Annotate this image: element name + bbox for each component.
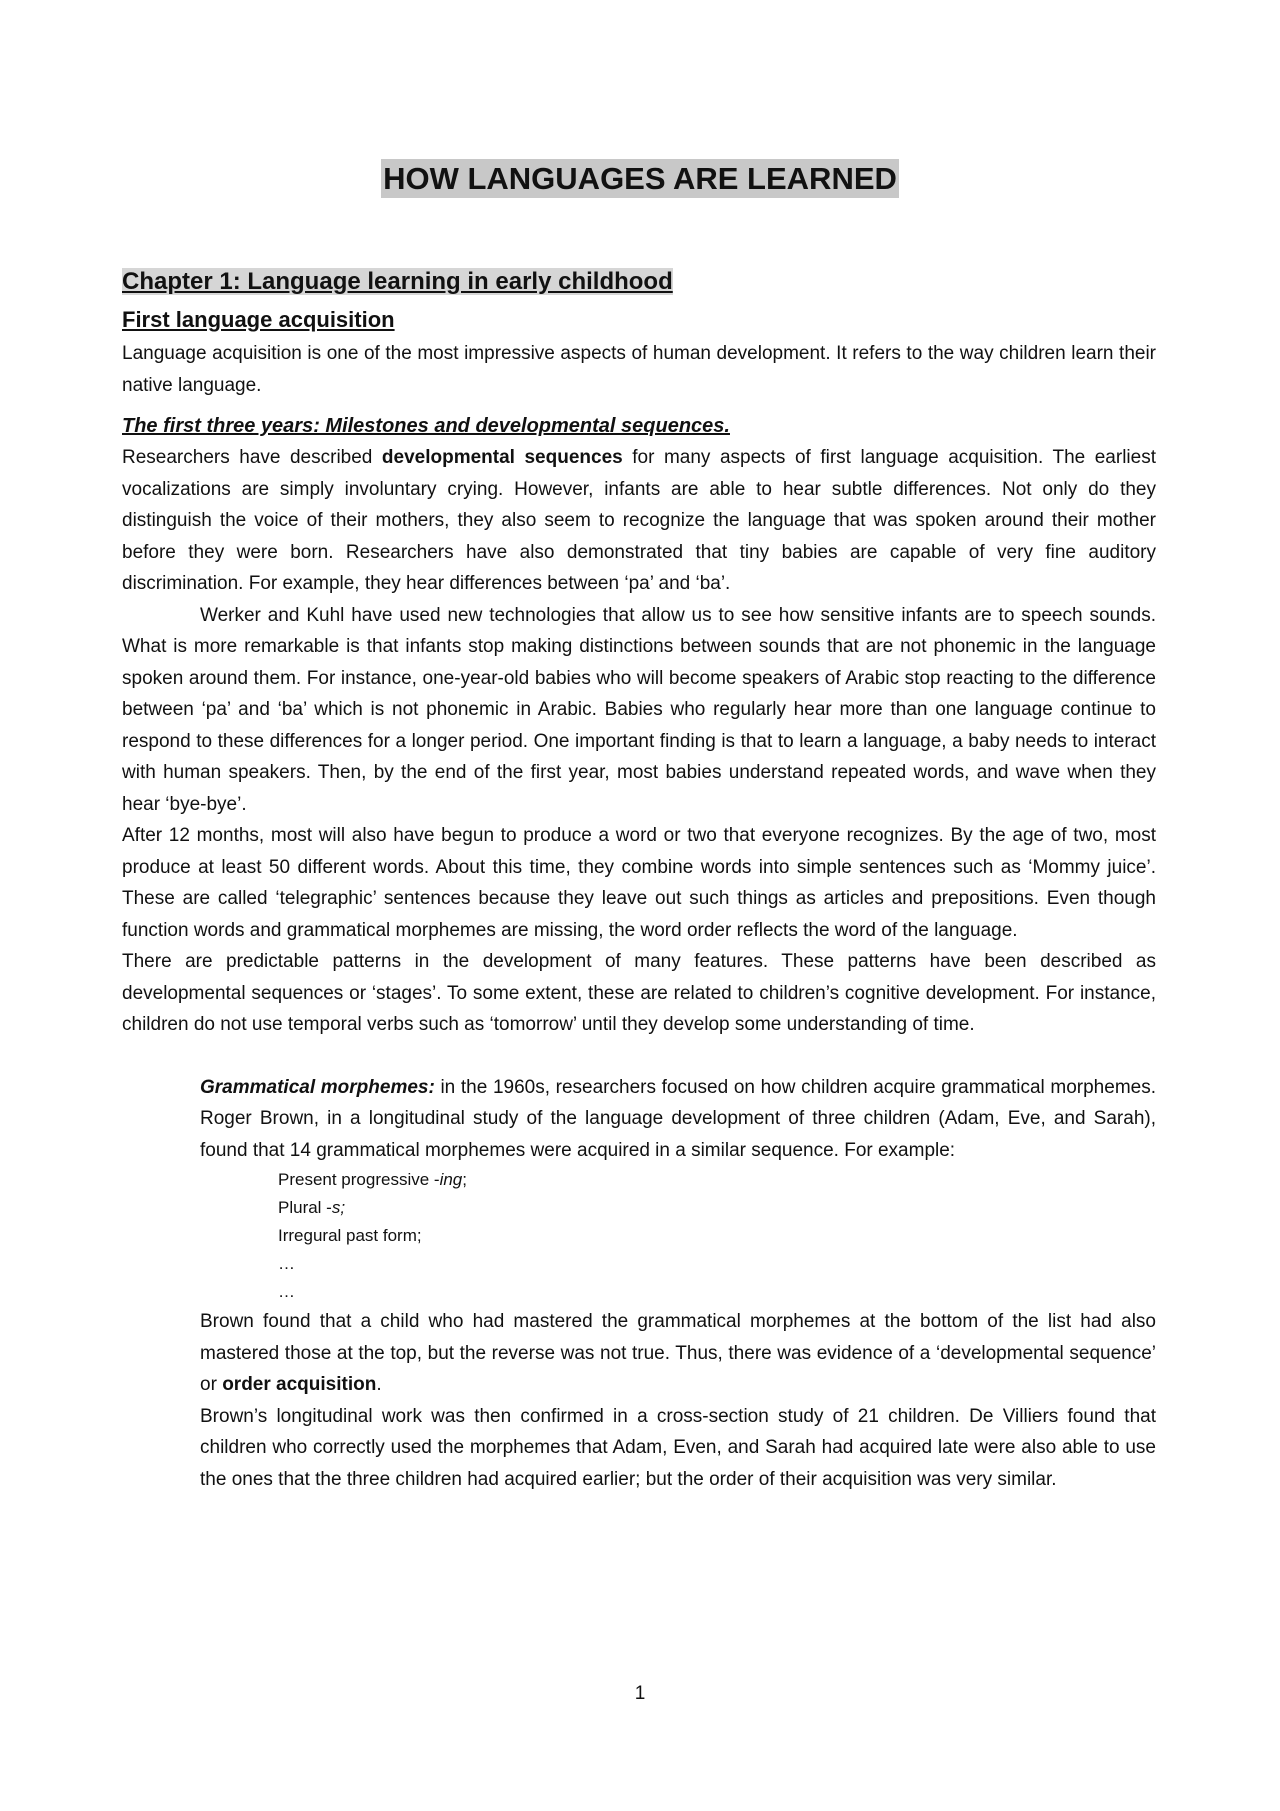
page-number: 1 <box>634 1683 646 1704</box>
bold-term: order acquisition <box>222 1374 377 1395</box>
paragraph-developmental: Researchers have described developmental sequences for many aspects of first language acquisition. The earliest vocalizations are simply involuntary crying. However, infants are able to hear subtle differences. Not only do they distinguish the voice of their mothers, they also seem to recognize the language that was spoken around their mother before they were born. Researchers have also demonstrated that tiny babies are capable of very fine auditory discrimination. For example, they hear differences between ‘pa’ and ‘ba’. <box>122 447 1156 594</box>
document-title: HOW LANGUAGES ARE LEARNED <box>383 161 897 196</box>
list-item: … <box>278 1282 295 1301</box>
paragraph-brown-found: Brown found that a child who had mastered the grammatical morphemes at the bottom of the list had also mastered those at the top, but the reverse was not true. Thus, there was evidence of a ‘developmental sequence’ or order acquisition. <box>200 1311 1156 1395</box>
list-item: Present progressive -ing; <box>278 1170 467 1189</box>
bold-term: developmental sequences <box>381 447 623 468</box>
morphemes-label: Grammatical morphemes: <box>200 1076 435 1098</box>
paragraph-de-villiers: Brown’s longitudinal work was then confirmed in a cross-section study of 21 children. De Villiers found that children who correctly used the morphemes that Adam, Even, and Sarah had acquired late were also able to use the ones that the three children had acquired earlier; but the order of their acquisition was very similar. <box>200 1405 1156 1490</box>
list-item: Irregural past form; <box>278 1226 422 1245</box>
chapter-heading: Chapter 1: Language learning in early childhood <box>122 268 673 295</box>
paragraph-predictable-patterns: There are predictable patterns in the development of many features. These patterns have been described as developmental sequences or ‘stages’. To some extent, these are related to children’s cognitive development. For instance, children do not use temporal verbs such as ‘tomorrow’ until they develop some understanding of time. <box>122 951 1156 1035</box>
paragraph-after-12-months: After 12 months, most will also have begun to produce a word or two that everyone recognizes. By the age of two, most produce at least 50 different words. About this time, they combine words into simple sentences such as ‘Mommy juice’. These are called ‘telegraphic’ sentences because they leave out such things as articles and prepositions. Even though function words and grammatical morphemes are missing, the word order reflects the word of the language. <box>122 825 1156 941</box>
morpheme-examples-list <box>278 1166 1156 1306</box>
paragraph-grammatical-morphemes: Grammatical morphemes: in the 1960s, researchers focused on how children acquire grammatical morphemes. Roger Brown, in a longitudinal study of the language development of three children (Adam, Eve, and Sarah), found that 14 grammatical morphemes were acquired in a similar sequence. For example: <box>200 1076 1156 1161</box>
subsection-heading: The first three years: Milestones and developmental sequences. <box>122 415 730 437</box>
list-item: Plural -s; <box>278 1198 346 1217</box>
morphemes-block <box>200 1072 1156 1496</box>
list-item: … <box>278 1254 295 1273</box>
document-body <box>122 262 1156 1495</box>
paragraph-werker-kuhl: Werker and Kuhl have used new technologies that allow us to see how sensitive infants are to speech sounds. What is more remarkable is that infants stop making distinctions between sounds that are not phonemic in the language spoken around them. For instance, one-year-old babies who will become speakers of Arabic stop reacting to the difference between ‘pa’ and ‘ba’ which is not phonemic in Arabic. Babies who regularly hear more than one language continue to respond to these differences for a longer period. One important finding is that to learn a language, a baby needs to interact with human speakers. Then, by the end of the first year, most babies understand repeated words, and wave when they hear ‘bye-bye’. <box>122 604 1156 815</box>
section-heading: First language acquisition <box>122 307 395 332</box>
intro-paragraph: Language acquisition is one of the most impressive aspects of human development. It refers to the way children learn their native language. <box>122 343 1156 396</box>
